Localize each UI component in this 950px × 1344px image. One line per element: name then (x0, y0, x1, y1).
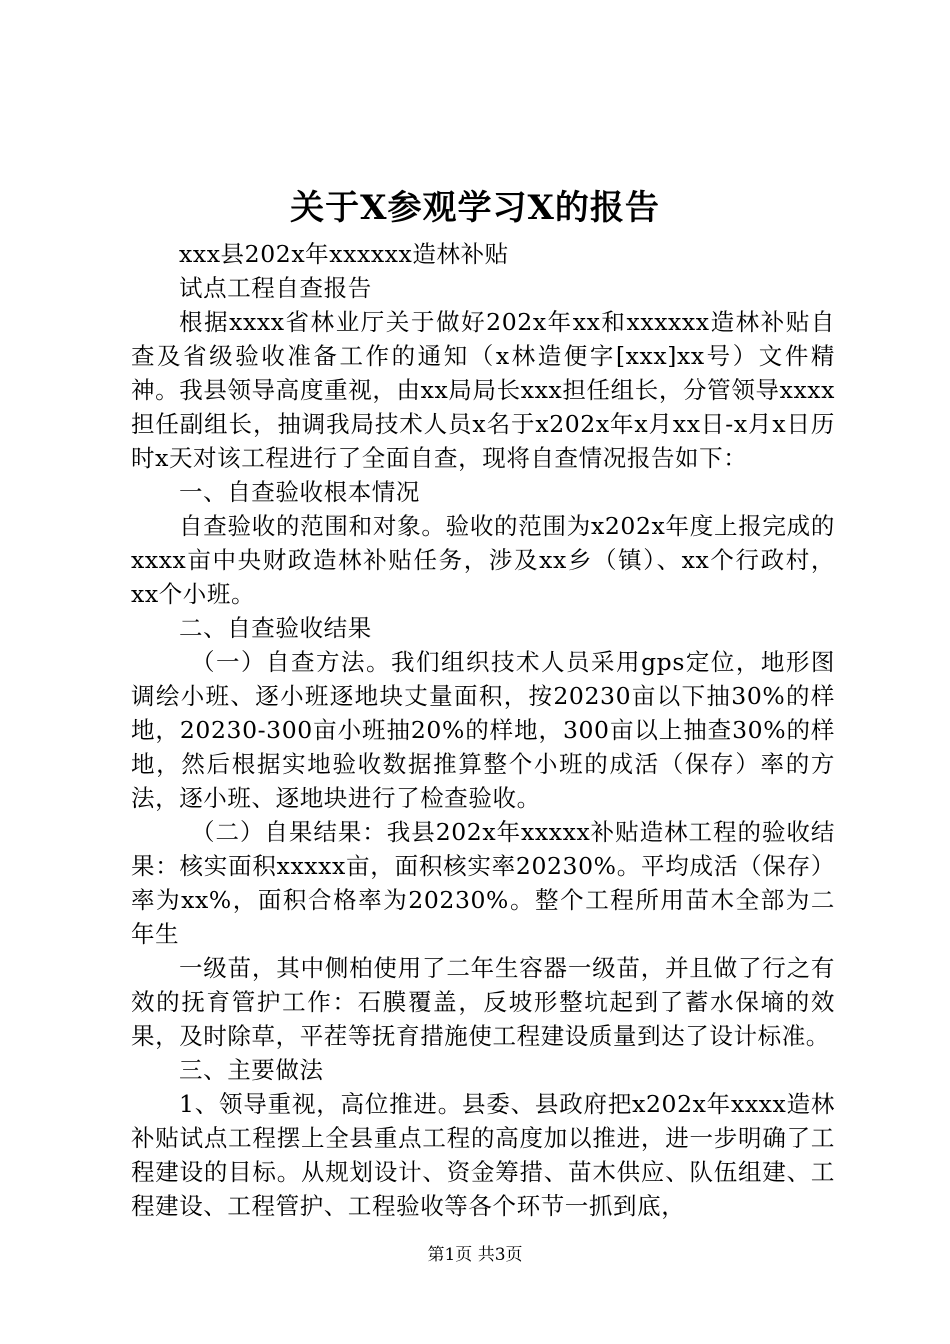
section-heading-1: 一、自查验收根本情况 (179, 478, 420, 506)
subtitle-line-2: 试点工程自查报告 (179, 274, 372, 302)
paragraph: （一）自查方法。我们组织技术人员采用gps定位，地形图调绘小班、逐小班逐地块丈量面积，按20230亩以下抽30%的样地，20230-300亩小班抽20%的样地，300亩以上抽查30%的样地，然后根据实地验收数据推算整个小班的成活（保存）率的方法，逐小班、逐地块进行了检查验收。 (131, 648, 835, 812)
paragraph: 一级苗，其中侧柏使用了二年生容器一级苗，并且做了行之有效的抚育管护工作：石膜覆盖，反坡形整坑起到了蓄水保墒的效果，及时除草，平茬等抚育措施使工程建设质量到达了设计标准。 (131, 954, 835, 1050)
page-footer: 第1页 共3页 (427, 1245, 523, 1265)
paragraph: 1、领导重视，高位推进。县委、县政府把x202x年xxxx造林补贴试点工程摆上全县重点工程的高度加以推进，进一步明确了工程建设的目标。从规划设计、资金筹措、苗木供应、队伍组建、工程建设、工程管护、工程验收等各个环节一抓到底， (131, 1090, 835, 1220)
document-body (131, 237, 835, 1223)
section-heading-2: 二、自查验收结果 (179, 614, 372, 642)
section-heading-3: 三、主要做法 (179, 1056, 324, 1084)
paragraph: （二）自果结果：我县202x年xxxxx补贴造林工程的验收结果：核实面积xxxxx亩，面积核实率20230%。平均成活（保存）率为xx%，面积合格率为20230%。整个工程所用苗木全部为二年生 (131, 818, 835, 948)
document-title: 关于X参观学习X的报告 (290, 188, 660, 228)
intro-paragraph: 根据xxxx省林业厅关于做好202x年xx和xxxxxx造林补贴自查及省级验收准备工作的通知（x林造便字[xxx]xx号）文件精神。我县领导高度重视，由xx局局长xxx担任组长，分管领导xxxx担任副组长，抽调我局技术人员x名于x202x年x月xx日-x月x日历时x天对该工程进行了全面自查，现将自查情况报告如下： (131, 308, 835, 472)
paragraph: 自查验收的范围和对象。验收的范围为x202x年度上报完成的xxxx亩中央财政造林补贴任务，涉及xx乡（镇）、xx个行政村，xx个小班。 (131, 512, 835, 608)
subtitle-line-1: xxx县202x年xxxxxx造林补贴 (179, 240, 509, 268)
